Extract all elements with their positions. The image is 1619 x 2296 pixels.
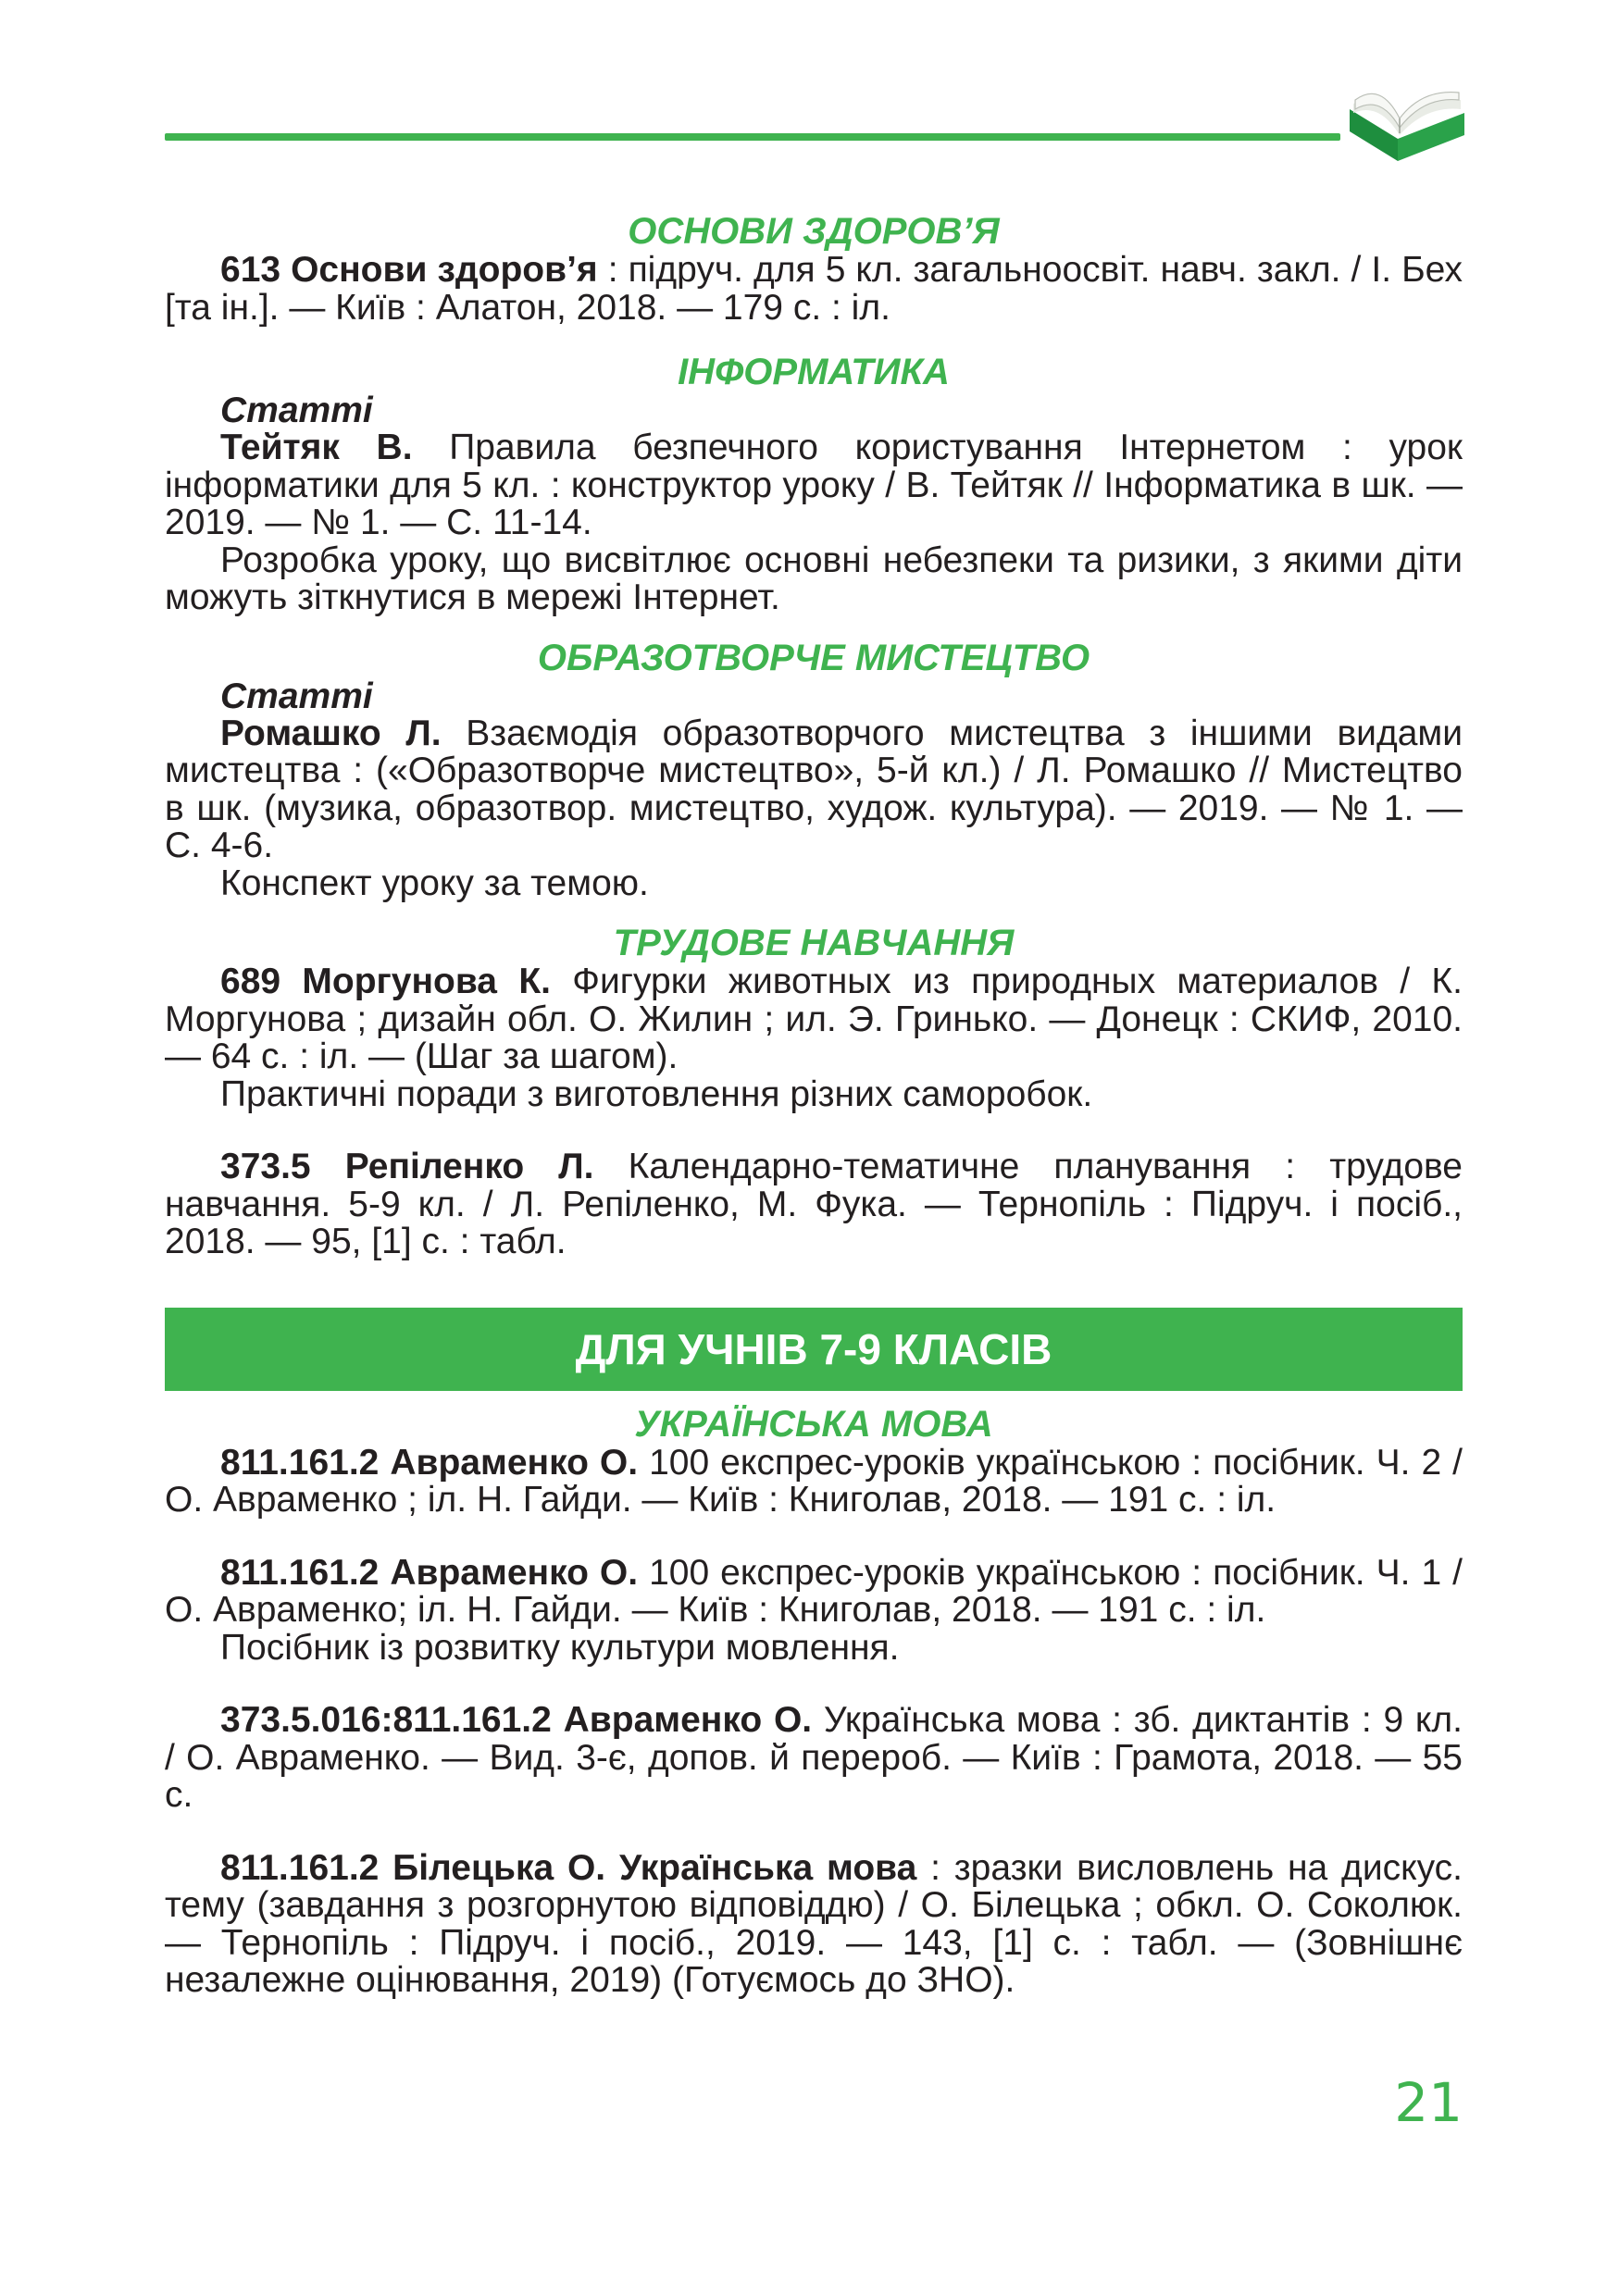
catalog-entry: [165, 429, 1463, 542]
catalog-entry: [165, 1552, 1463, 1630]
catalog-entry: [165, 1442, 1463, 1520]
entry-text: Українська мова : зб. диктантів : 9 кл. / О. Авраменко. — Вид. 3-є, допов. й перероб. — Київ : Грамота, 2018. — 55 с.: [165, 1700, 1463, 1815]
entry-heading: Ромашко Л.: [220, 713, 442, 753]
section-title-labor: ТРУДОВЕ НАВЧАННЯ: [613, 923, 1015, 963]
header-rule: [165, 133, 1340, 141]
entry-heading: Тейтяк В.: [220, 428, 413, 467]
entry-heading: 373.5.016:811.161.2 Авраменко О.: [220, 1700, 813, 1740]
entry-text: Правила безпечного користування Інтернетом : урок інформатики для 5 кл. : конструктор уроку / В. Тейтяк // Інформатика в шк. — 2019. — № 1. — С. 11-14.: [165, 428, 1463, 542]
entry-annotation: Конспект уроку за темою.: [220, 863, 649, 903]
entry-text: 100 експрес-уроків українською : посібник. Ч. 2 / О. Авраменко ; іл. Н. Гайди. — Київ : Книголав, 2018. — 191 с. : іл.: [165, 1442, 1463, 1520]
entry-annotation: Практичні поради з виготовлення різних саморобок.: [220, 1074, 1093, 1114]
section-title-fine-arts: ОБРАЗОТВОРЧЕ МИСТЕЦТВО: [537, 637, 1090, 678]
catalog-entry: [165, 963, 1463, 1076]
entry-text: : зразки висловлень на дискус. тему (завдання з розгорнутою відповіддю) / О. Білецька ; обкл. О. Соколюк. — Тернопіль : Підруч. і посіб., 2019. — 143, [1] с. : табл. — (Зовнішнє незалежне оцінювання, 2019) (Готуємось до ЗНО).: [165, 1847, 1463, 2000]
subsection-articles: Статті: [220, 391, 373, 430]
page-content: [165, 211, 1463, 2000]
entry-annotation: Посібник із розвитку культури мовлення.: [220, 1627, 900, 1668]
section-title-informatics: ІНФОРМАТИКА: [678, 352, 950, 392]
catalog-entry: [165, 1702, 1463, 1815]
entry-heading: 689 Моргунова К.: [220, 962, 551, 1001]
catalog-entry: [165, 252, 1463, 327]
entry-heading: 811.161.2 Авраменко О.: [220, 1552, 639, 1593]
catalog-entry: [165, 715, 1463, 865]
subsection-articles: Статті: [220, 676, 373, 716]
entry-heading: 811.161.2 Білецька О. Українська мова: [220, 1847, 917, 1888]
section-title-health: ОСНОВИ ЗДОРОВ’Я: [628, 211, 1000, 252]
entry-text: 100 експрес-уроків українською : посібник. Ч. 1 / О. Авраменко; іл. Н. Гайди. — Київ : Книголав, 2018. — 191 с. : іл.: [165, 1552, 1463, 1630]
page-number: 21: [1394, 2071, 1463, 2134]
entry-annotation: Розробка уроку, що висвітлює основні небезпеки та ризики, з якими діти можуть зіткнутися в мережі Інтернет.: [165, 540, 1463, 617]
catalog-entry: [165, 1148, 1463, 1261]
open-book-icon: [1342, 72, 1472, 174]
entry-heading: 613 Основи здоров’я: [220, 250, 598, 290]
grade-section-banner: ДЛЯ УЧНІВ 7-9 КЛАСІВ: [165, 1308, 1463, 1391]
entry-text: Взаємодія образотворчого мистецтва з іншими видами мистецтва : («Образотворче мистецтво», 5-й кл.) / Л. Ромашко // Мистецтво в шк. (музика, образотвор. мистецтво, худож. культура). — 2019. — № 1. — С. 4-6.: [165, 713, 1463, 865]
entry-text: Календарно-тематичне планування : трудове навчання. 5-9 кл. / Л. Репіленко, М. Фука. — Тернопіль : Підруч. і посіб., 2018. — 95, [1] с. : табл.: [165, 1147, 1463, 1261]
entry-heading: 811.161.2 Авраменко О.: [220, 1442, 639, 1483]
section-title-ukrainian: УКРАЇНСЬКА МОВА: [634, 1403, 993, 1445]
entry-text: : підруч. для 5 кл. загальноосвіт. навч. закл. / І. Бех [та ін.]. — Київ : Алатон, 2018. — 179 с. : іл.: [165, 250, 1463, 328]
catalog-entry: [165, 1847, 1463, 2000]
entry-heading: 373.5 Репіленко Л.: [220, 1147, 594, 1186]
entry-text: Фигурки животных из природных материалов / К. Моргунова ; дизайн обл. О. Жилин ; ил. Э. Гринько. — Донецк : СКИФ, 2010. — 64 с. : іл. — (Шаг за шагом).: [165, 962, 1463, 1076]
